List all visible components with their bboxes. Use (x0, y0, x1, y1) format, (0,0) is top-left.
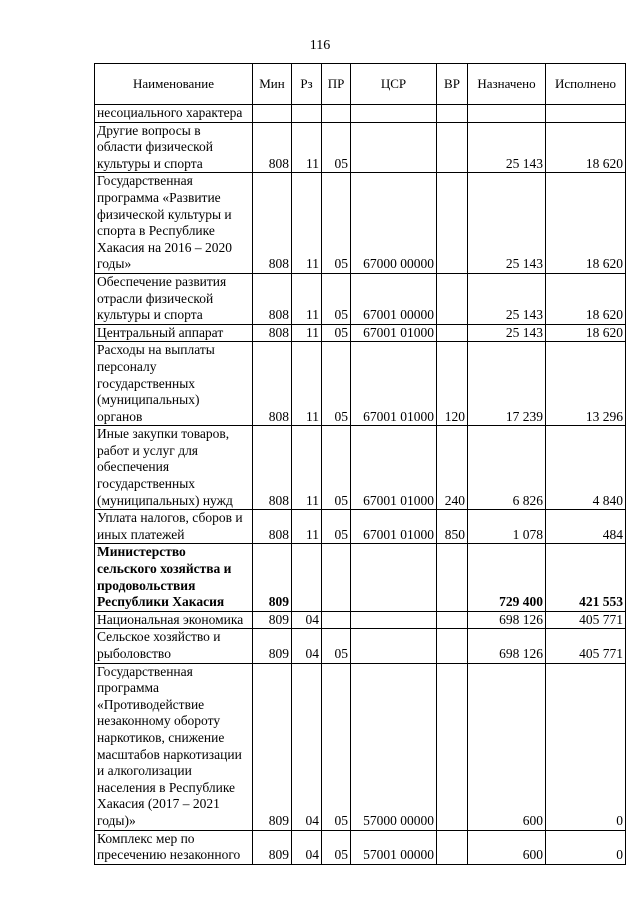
cell-min: 808 (253, 510, 292, 544)
cell-rz: 11 (292, 510, 322, 544)
cell-min: 808 (253, 273, 292, 324)
cell-rz: 11 (292, 122, 322, 173)
cell-naznacheno (468, 105, 546, 123)
page-number: 116 (309, 38, 331, 53)
cell-ispolneno: 4 840 (546, 426, 626, 510)
cell-rz: 11 (292, 342, 322, 426)
header-min: Мин (253, 64, 292, 105)
cell-vr (437, 629, 468, 663)
cell-name-line: культуры и спорта (97, 307, 203, 323)
cell-csr (351, 629, 437, 663)
cell-min: 808 (253, 324, 292, 342)
cell-vr (437, 324, 468, 342)
cell-name-line: сельского хозяйства и (97, 561, 232, 577)
cell-csr: 57001 00000 (351, 830, 437, 864)
cell-pr: 05 (322, 510, 351, 544)
table-row (95, 342, 626, 426)
cell-min: 808 (253, 173, 292, 274)
budget-table (94, 63, 626, 865)
cell-vr (437, 273, 468, 324)
cell-min: 808 (253, 122, 292, 173)
cell-name (95, 830, 253, 864)
cell-naznacheno: 6 826 (468, 426, 546, 510)
cell-ispolneno: 0 (546, 830, 626, 864)
cell-name-line: продовольствия (97, 577, 196, 593)
cell-rz: 04 (292, 663, 322, 830)
cell-name (95, 173, 253, 274)
cell-min: 808 (253, 342, 292, 426)
cell-naznacheno: 25 143 (468, 173, 546, 274)
cell-pr: 05 (322, 273, 351, 324)
header-name: Наименование (95, 64, 253, 105)
cell-pr: 05 (322, 426, 351, 510)
cell-pr: 05 (322, 173, 351, 274)
cell-name-line: Республики Хакасия (97, 594, 225, 610)
cell-name-line: Другие вопросы в (97, 122, 201, 138)
cell-name-line: наркотиков, снижение (97, 729, 225, 745)
cell-csr (351, 122, 437, 173)
cell-name-line: Иные закупки товаров, (97, 426, 230, 442)
cell-ispolneno: 18 620 (546, 173, 626, 274)
cell-csr: 67001 01000 (351, 510, 437, 544)
cell-name-line: Центральный аппарат (97, 324, 224, 340)
cell-name-line: Расходы на выплаты (97, 342, 215, 358)
cell-pr: 05 (322, 663, 351, 830)
cell-min (253, 105, 292, 123)
cell-vr (437, 611, 468, 629)
cell-name-line: годы» (97, 256, 132, 272)
cell-naznacheno: 729 400 (468, 544, 546, 611)
cell-name-line: и алкоголизации (97, 763, 192, 779)
cell-ispolneno: 18 620 (546, 324, 626, 342)
cell-name-line: (муниципальных) нужд (97, 492, 233, 508)
cell-name-line: культуры и спорта (97, 155, 203, 171)
cell-name-line: рыболовство (97, 646, 171, 661)
cell-naznacheno: 1 078 (468, 510, 546, 544)
cell-name-line: Комплекс мер по (97, 830, 195, 846)
cell-name-line: государственных (97, 476, 196, 492)
cell-min: 808 (253, 426, 292, 510)
cell-vr (437, 544, 468, 611)
cell-ispolneno: 421 553 (546, 544, 626, 611)
cell-csr (351, 544, 437, 611)
cell-name-line: годы)» (97, 812, 136, 828)
header-pr: ПР (322, 64, 351, 105)
cell-csr: 67001 00000 (351, 273, 437, 324)
cell-name-line: программа (97, 680, 159, 696)
table-row (95, 830, 626, 864)
cell-name (95, 510, 253, 544)
cell-pr: 05 (322, 342, 351, 426)
cell-naznacheno: 600 (468, 830, 546, 864)
cell-name-line: спорта в Республике (97, 223, 215, 239)
cell-name-line: Государственная (97, 173, 193, 189)
cell-name-line: населения в Республике (97, 779, 236, 795)
cell-vr (437, 173, 468, 274)
cell-name-line: Уплата налогов, сборов и (97, 510, 243, 526)
cell-name (95, 426, 253, 510)
table-row (95, 544, 626, 611)
cell-rz (292, 105, 322, 123)
cell-name-line: обеспечения (97, 459, 170, 475)
cell-name-line: области физической (97, 139, 213, 155)
cell-vr (437, 122, 468, 173)
header-naznacheno: Назначено (468, 64, 546, 105)
cell-rz: 04 (292, 830, 322, 864)
table-row (95, 273, 626, 324)
cell-rz: 11 (292, 173, 322, 274)
header-csr: ЦСР (351, 64, 437, 105)
cell-csr: 57000 00000 (351, 663, 437, 830)
table-body (95, 105, 626, 865)
cell-naznacheno: 600 (468, 663, 546, 830)
cell-name-line: Хакасия на 2016 – 2020 (97, 239, 232, 255)
cell-name-line: (муниципальных) (97, 392, 200, 408)
cell-rz: 11 (292, 273, 322, 324)
cell-name-line: Национальная экономика (97, 611, 244, 627)
cell-name-line: физической культуры и (97, 206, 232, 222)
cell-naznacheno: 25 143 (468, 273, 546, 324)
table-row (95, 611, 626, 629)
cell-pr: 05 (322, 629, 351, 663)
table-row (95, 105, 626, 123)
cell-csr: 67001 01000 (351, 342, 437, 426)
cell-pr: 05 (322, 122, 351, 173)
cell-name (95, 663, 253, 830)
table-row (95, 324, 626, 342)
cell-min: 809 (253, 830, 292, 864)
cell-name-line: государственных (97, 375, 196, 391)
cell-min: 809 (253, 663, 292, 830)
cell-ispolneno: 0 (546, 663, 626, 830)
cell-vr (437, 105, 468, 123)
cell-pr (322, 544, 351, 611)
cell-name-line: пресечению незаконного (97, 847, 241, 863)
header-vr: ВР (437, 64, 468, 105)
cell-name-line: программа «Развитие (97, 189, 221, 205)
cell-pr: 05 (322, 830, 351, 864)
table-row (95, 663, 626, 830)
cell-pr: 05 (322, 324, 351, 342)
cell-csr: 67000 00000 (351, 173, 437, 274)
cell-name-line: органов (97, 408, 143, 424)
cell-csr (351, 105, 437, 123)
table-row (95, 122, 626, 173)
cell-pr (322, 611, 351, 629)
cell-name-line: Государственная (97, 663, 193, 679)
cell-min: 809 (253, 544, 292, 611)
header-rz: Рз (292, 64, 322, 105)
table-row (95, 510, 626, 544)
cell-min: 809 (253, 611, 292, 629)
cell-name (95, 122, 253, 173)
cell-name-line: отрасли физической (97, 290, 214, 306)
table-header-row (95, 64, 626, 105)
table-row (95, 173, 626, 274)
cell-name-line: незаконному обороту (97, 713, 221, 729)
table-row (95, 629, 626, 663)
cell-vr (437, 830, 468, 864)
cell-name-line: иных платежей (97, 526, 185, 542)
cell-rz: 04 (292, 629, 322, 663)
cell-name-line: «Противодействие (97, 696, 205, 712)
cell-ispolneno (546, 105, 626, 123)
cell-name (95, 342, 253, 426)
cell-name-line: персоналу (97, 358, 157, 374)
cell-name (95, 629, 253, 663)
header-ispolneno: Исполнено (546, 64, 626, 105)
cell-name-line: Обеспечение развития (97, 273, 227, 289)
cell-naznacheno: 698 126 (468, 611, 546, 629)
table-row (95, 426, 626, 510)
cell-name-line: Хакасия (2017 – 2021 (97, 796, 220, 812)
cell-name (95, 544, 253, 611)
cell-rz (292, 544, 322, 611)
cell-rz: 11 (292, 324, 322, 342)
cell-name (95, 273, 253, 324)
cell-naznacheno: 25 143 (468, 122, 546, 173)
cell-name (95, 105, 253, 123)
cell-rz: 04 (292, 611, 322, 629)
cell-name-line: работ и услуг для (97, 442, 199, 458)
cell-vr: 850 (437, 510, 468, 544)
cell-ispolneno: 405 771 (546, 629, 626, 663)
cell-name-line: несоциального характера (97, 105, 243, 120)
cell-vr: 120 (437, 342, 468, 426)
cell-name-line: масштабов наркотизации (97, 746, 242, 762)
cell-name-line: Сельское хозяйство и (97, 629, 221, 645)
cell-min: 809 (253, 629, 292, 663)
cell-ispolneno: 484 (546, 510, 626, 544)
cell-csr (351, 611, 437, 629)
cell-ispolneno: 13 296 (546, 342, 626, 426)
cell-ispolneno: 18 620 (546, 122, 626, 173)
cell-rz: 11 (292, 426, 322, 510)
cell-vr (437, 663, 468, 830)
cell-csr: 67001 01000 (351, 324, 437, 342)
cell-vr: 240 (437, 426, 468, 510)
cell-pr (322, 105, 351, 123)
cell-name (95, 324, 253, 342)
cell-naznacheno: 25 143 (468, 324, 546, 342)
cell-name (95, 611, 253, 629)
cell-ispolneno: 18 620 (546, 273, 626, 324)
cell-naznacheno: 698 126 (468, 629, 546, 663)
cell-name-line: Министерство (97, 544, 186, 560)
cell-csr: 67001 01000 (351, 426, 437, 510)
cell-ispolneno: 405 771 (546, 611, 626, 629)
cell-naznacheno: 17 239 (468, 342, 546, 426)
